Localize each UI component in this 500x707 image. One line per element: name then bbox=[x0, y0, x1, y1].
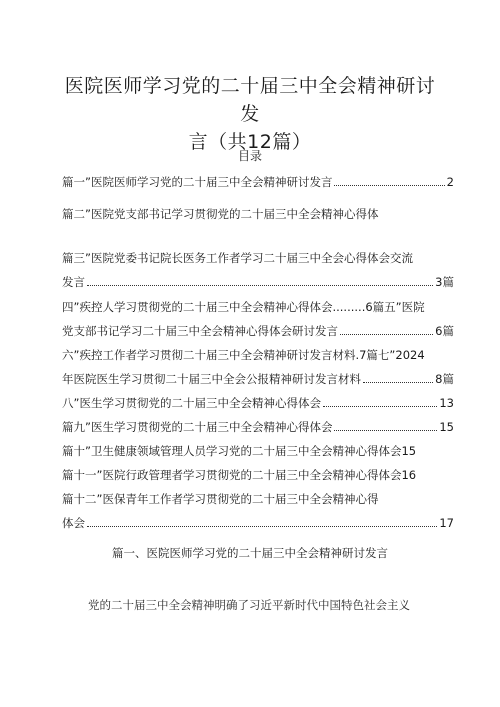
document-title-line-1: 医院医师学习党的二十届三中全会精神研讨发 bbox=[64, 75, 436, 125]
toc-leader-dots bbox=[87, 285, 433, 286]
toc-entry-text: 八”医生学习贯彻党的二十届三中全会精神心得体会 bbox=[62, 396, 321, 410]
toc-leader-dots bbox=[340, 334, 433, 335]
toc-entry-page: 3篇 bbox=[435, 275, 454, 289]
toc-entry[interactable] bbox=[62, 394, 454, 412]
toc-entry-text: 年医院医生学习贯彻二十届三中全会公报精神研讨发言材料 bbox=[62, 372, 361, 386]
toc-entry[interactable] bbox=[62, 298, 454, 316]
toc-entry-text: 六”疾控工作者学习贯彻二十届三中全会精神研讨发言材料.7篇七”2024 bbox=[62, 348, 425, 362]
toc-entry[interactable] bbox=[62, 346, 454, 364]
toc-entry[interactable] bbox=[62, 249, 454, 267]
toc-entry-text: 篇一”医院医师学习党的二十届三中全会精神研讨发言 bbox=[62, 175, 333, 189]
toc-entry-page: 2 bbox=[446, 175, 454, 189]
toc-entry[interactable] bbox=[62, 514, 454, 532]
toc-entry[interactable] bbox=[62, 370, 454, 388]
toc-entry-page: 17 bbox=[439, 516, 454, 530]
toc-entry[interactable] bbox=[62, 466, 454, 484]
toc-entry[interactable] bbox=[62, 322, 454, 340]
toc-entry[interactable] bbox=[62, 273, 454, 291]
body-paragraph-line: 党的二十届三中全会精神明确了习近平新时代中国特色社会主义 bbox=[88, 598, 410, 612]
toc-entry-page: 13 bbox=[439, 396, 454, 410]
toc-entry[interactable] bbox=[62, 418, 454, 436]
toc-entry-page: 15 bbox=[439, 420, 454, 434]
document-title bbox=[60, 72, 440, 156]
toc-entry-page: 8篇 bbox=[435, 372, 454, 386]
toc-entry-text: 篇十”卫生健康领域管理人员学习党的二十届三中全会精神心得体会15 bbox=[62, 444, 417, 458]
toc-heading: 目录 bbox=[237, 149, 262, 163]
toc-entry-text: 篇九”医生学习贯彻党的二十届三中全会精神心得体会 bbox=[62, 420, 333, 434]
toc-entry-text: 篇二”医院党支部书记学习贯彻党的二十届三中全会精神心得体 bbox=[62, 207, 379, 221]
toc-leader-dots bbox=[363, 382, 433, 383]
toc-entry-text: 发言 bbox=[62, 275, 85, 289]
section-heading: 篇一、医院医师学习党的二十届三中全会精神研讨发言 bbox=[112, 546, 388, 560]
toc-entry-text: 党支部书记学习二十届三中全会精神心得体会研讨发言 bbox=[62, 324, 338, 338]
toc-entry[interactable] bbox=[62, 442, 454, 460]
document-title-line-2: 言（共12篇） bbox=[188, 131, 312, 153]
toc-entry-text: 篇十二”医保青年工作者学习贯彻党的二十届三中全会精神心得 bbox=[62, 492, 379, 506]
toc-entry-text: 体会 bbox=[62, 516, 85, 530]
toc-leader-dots bbox=[87, 526, 437, 527]
toc-entry[interactable] bbox=[62, 490, 454, 508]
toc-leader-dots bbox=[334, 185, 444, 186]
toc-leader-dots bbox=[334, 430, 437, 431]
toc-entry[interactable] bbox=[62, 173, 454, 191]
toc-leader-dots bbox=[323, 406, 437, 407]
toc-entry-text: 篇十一”医院行政管理者学习贯彻党的二十届三中全会精神心得体会16 bbox=[62, 468, 417, 482]
toc-entry-text: 篇三”医院党委书记院长医务工作者学习二十届三中全会心得体会交流 bbox=[62, 251, 413, 265]
toc-entry-text: 四”疾控人学习贯彻党的二十届三中全会精神心得体会.........6篇五”医院 bbox=[62, 300, 425, 314]
toc-entry-page: 6篇 bbox=[435, 324, 454, 338]
toc-entry[interactable] bbox=[62, 205, 454, 223]
